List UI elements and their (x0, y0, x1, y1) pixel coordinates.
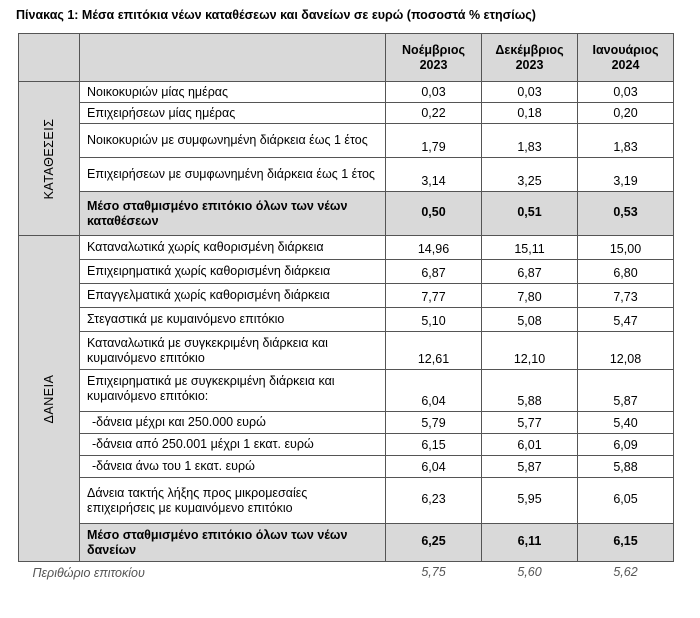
row-label: Επαγγελματικά χωρίς καθορισμένη διάρκεια (80, 284, 386, 308)
value-cell: 12,61 (386, 332, 482, 370)
value-cell: 6,25 (386, 524, 482, 562)
value-cell: 0,53 (578, 192, 674, 236)
table-row (19, 260, 674, 284)
value-cell: 12,10 (482, 332, 578, 370)
value-cell: 0,03 (386, 82, 482, 103)
value-cell: 6,23 (386, 478, 482, 524)
row-label: Καταναλωτικά με συγκεκριμένη διάρκεια και κυμαινόμενο επιτόκιο (80, 332, 386, 370)
value-cell: 0,03 (482, 82, 578, 103)
value-cell: 0,50 (386, 192, 482, 236)
row-label: Περιθώριο επιτοκίου (19, 562, 386, 586)
row-label: Καταναλωτικά χωρίς καθορισμένη διάρκεια (80, 236, 386, 260)
interest-rates-table (18, 33, 674, 586)
row-label: -δάνεια μέχρι και 250.000 ευρώ (80, 412, 386, 434)
value-cell: 15,00 (578, 236, 674, 260)
value-cell: 3,14 (386, 158, 482, 192)
column-month: Νοέμβριος (402, 42, 465, 57)
value-cell: 12,08 (578, 332, 674, 370)
value-cell: 6,01 (482, 434, 578, 456)
header-row (19, 34, 674, 82)
table-row (19, 478, 674, 524)
row-label: Μέσο σταθμισμένο επιτόκιο όλων των νέων δανείων (80, 524, 386, 562)
row-label: Νοικοκυριών μίας ημέρας (80, 82, 386, 103)
column-month: Δεκέμβριος (495, 42, 564, 57)
value-cell: 5,62 (578, 562, 674, 586)
value-cell: 5,87 (482, 456, 578, 478)
loans-category (19, 236, 80, 562)
interest-margin-row (19, 562, 674, 586)
row-label: Επιχειρηματικά χωρίς καθορισμένη διάρκεια (80, 260, 386, 284)
value-cell: 5,10 (386, 308, 482, 332)
column-header-jan-2024 (578, 34, 674, 82)
value-cell: 5,88 (482, 370, 578, 412)
row-label: -δάνεια άνω του 1 εκατ. ευρώ (80, 456, 386, 478)
table-row (19, 308, 674, 332)
row-label: Στεγαστικά με κυμαινόμενο επιτόκιο (80, 308, 386, 332)
row-label: Δάνεια τακτής λήξης προς μικρομεσαίες επιχειρήσεις με κυμαινόμενο επιτόκιο (80, 478, 386, 524)
value-cell: 3,19 (578, 158, 674, 192)
value-cell: 7,80 (482, 284, 578, 308)
deposits-category-label: ΚΑΤΑΘΕΣΕΙΣ (42, 118, 56, 199)
value-cell: 5,60 (482, 562, 578, 586)
row-label: Επιχειρηματικά με συγκεκριμένη διάρκεια και κυμαινόμενο επιτόκιο: (80, 370, 386, 412)
value-cell: 6,80 (578, 260, 674, 284)
header-empty-desc (80, 34, 386, 82)
value-cell: 7,73 (578, 284, 674, 308)
value-cell: 0,18 (482, 103, 578, 124)
row-label: Επιχειρήσεων με συμφωνημένη διάρκεια έως 1 έτος (80, 158, 386, 192)
table-title: Πίνακας 1: Μέσα επιτόκια νέων καταθέσεων και δανείων σε ευρώ (ποσοστά % ετησίως) (16, 8, 536, 22)
table-row (19, 158, 674, 192)
row-label: Μέσο σταθμισμένο επιτόκιο όλων των νέων καταθέσεων (80, 192, 386, 236)
value-cell: 7,77 (386, 284, 482, 308)
value-cell: 14,96 (386, 236, 482, 260)
loans-category-label: ΔΑΝΕΙΑ (42, 374, 56, 423)
value-cell: 3,25 (482, 158, 578, 192)
table-row (19, 103, 674, 124)
column-year: 2024 (611, 57, 640, 72)
column-header-dec-2023 (482, 34, 578, 82)
deposits-category (19, 82, 80, 236)
value-cell: 5,87 (578, 370, 674, 412)
value-cell: 5,88 (578, 456, 674, 478)
value-cell: 1,79 (386, 124, 482, 158)
loans-average-row (19, 524, 674, 562)
value-cell: 1,83 (578, 124, 674, 158)
value-cell: 6,15 (386, 434, 482, 456)
value-cell: 5,08 (482, 308, 578, 332)
column-year: 2023 (419, 57, 448, 72)
header-empty-cat (19, 34, 80, 82)
value-cell: 5,79 (386, 412, 482, 434)
row-label: Νοικοκυριών με συμφωνημένη διάρκεια έως 1 έτος (80, 124, 386, 158)
value-cell: 5,47 (578, 308, 674, 332)
row-label: Επιχειρήσεων μίας ημέρας (80, 103, 386, 124)
value-cell: 5,75 (386, 562, 482, 586)
value-cell: 6,15 (578, 524, 674, 562)
value-cell: 0,03 (578, 82, 674, 103)
column-year: 2023 (515, 57, 544, 72)
value-cell: 6,11 (482, 524, 578, 562)
column-header-nov-2023 (386, 34, 482, 82)
table-row (19, 434, 674, 456)
value-cell: 5,40 (578, 412, 674, 434)
table-row (19, 284, 674, 308)
table-row (19, 370, 674, 412)
value-cell: 15,11 (482, 236, 578, 260)
value-cell: 0,22 (386, 103, 482, 124)
value-cell: 0,20 (578, 103, 674, 124)
value-cell: 6,05 (578, 478, 674, 524)
table-row (19, 412, 674, 434)
table-row (19, 82, 674, 103)
row-label: -δάνεια από 250.001 μέχρι 1 εκατ. ευρώ (80, 434, 386, 456)
column-month: Ιανουάριος (592, 42, 659, 57)
value-cell: 6,04 (386, 370, 482, 412)
deposits-average-row (19, 192, 674, 236)
value-cell: 0,51 (482, 192, 578, 236)
value-cell: 6,87 (482, 260, 578, 284)
table-row (19, 124, 674, 158)
value-cell: 5,95 (482, 478, 578, 524)
value-cell: 6,09 (578, 434, 674, 456)
value-cell: 1,83 (482, 124, 578, 158)
table-row (19, 236, 674, 260)
table-row (19, 332, 674, 370)
value-cell: 6,87 (386, 260, 482, 284)
value-cell: 6,04 (386, 456, 482, 478)
table-row (19, 456, 674, 478)
value-cell: 5,77 (482, 412, 578, 434)
